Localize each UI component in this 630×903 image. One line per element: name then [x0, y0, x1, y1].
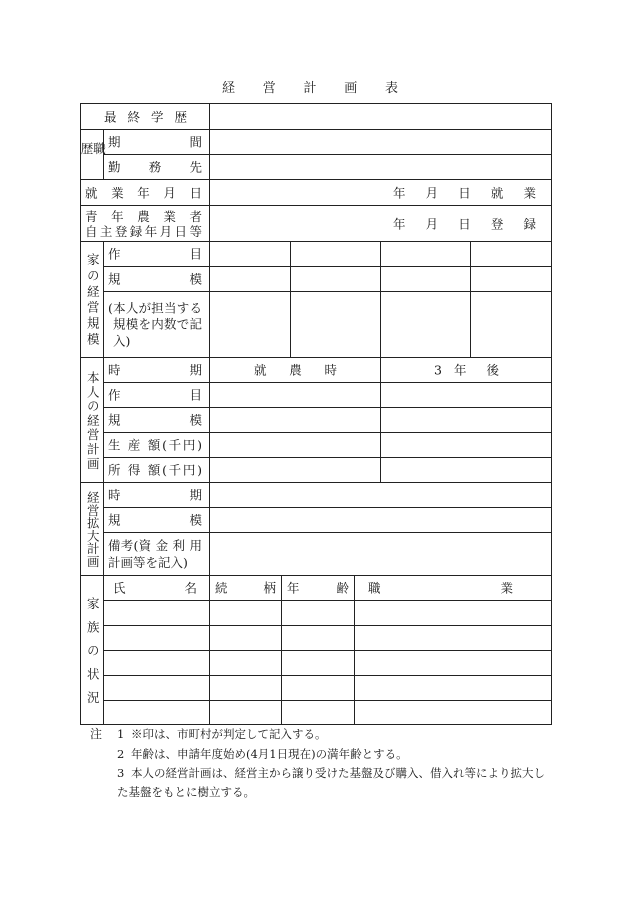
- expansion-remarks-label-line: 備考(資 金 利 用: [108, 538, 202, 553]
- farm-own-share-label-cell: [103, 291, 210, 358]
- plan-scale-label: 規 模: [108, 412, 202, 428]
- plan-column-after-label: 3 年 後: [434, 362, 499, 378]
- family-name-cell: [103, 675, 210, 701]
- plan-production-start-cell: [209, 432, 381, 458]
- family-occupation-cell: [354, 650, 552, 676]
- family-age-cell: [281, 600, 355, 626]
- plan-period-label: 時 期: [108, 362, 202, 378]
- plan-production-label-cell: [103, 432, 210, 458]
- family-age-cell: [281, 675, 355, 701]
- note-number: 3: [117, 766, 125, 780]
- career-period-label: 期 間: [108, 134, 202, 150]
- farm-crop-label-cell: [103, 241, 210, 267]
- farm-own-share-value-cell: [380, 291, 471, 358]
- plan-crop-after-cell: [380, 382, 552, 408]
- education-label-cell: [80, 103, 210, 130]
- young-farmer-value-text: 年 月 日 登 録: [393, 216, 536, 231]
- farm-scale-value-cell: [290, 266, 381, 292]
- young-farmer-label-line: 自主登録年月日等: [85, 223, 202, 239]
- expansion-plan-group-cell: [80, 482, 104, 576]
- farm-own-share-label-line: 入): [113, 332, 131, 348]
- farm-scale-label: 規 模: [108, 271, 202, 287]
- education-value-cell: [209, 103, 552, 130]
- career-workplace-label-cell: [103, 154, 210, 180]
- expansion-scale-value-cell: [209, 507, 552, 533]
- plan-crop-label-cell: [103, 382, 210, 408]
- note-text-continuation: た基盤をもとに樹立する。: [117, 785, 255, 799]
- personal-plan-group-cell: [80, 357, 104, 483]
- family-age-header: 年 齢: [287, 580, 349, 596]
- career-workplace-value-cell: [209, 154, 552, 180]
- family-age-cell: [281, 625, 355, 651]
- family-age-header-cell: [281, 575, 355, 601]
- expansion-plan-group-label: 経営拡大計画: [85, 490, 101, 568]
- family-occupation-cell: [354, 600, 552, 626]
- note-number: 1: [117, 727, 125, 741]
- family-farm-scale-group-cell: [80, 241, 104, 358]
- family-name-cell: [103, 600, 210, 626]
- note-text: 年齢は、申請年度始め(4月1日現在)の満年齢とする。: [131, 747, 408, 761]
- expansion-period-label-cell: [103, 482, 210, 508]
- plan-scale-start-cell: [209, 407, 381, 433]
- family-name-cell: [103, 625, 210, 651]
- expansion-remarks-value-cell: [209, 532, 552, 576]
- expansion-remarks-label: [108, 537, 202, 571]
- career-group-cell: [79, 129, 107, 180]
- family-name-header: 氏 名: [113, 580, 197, 596]
- plan-column-after-cell: [380, 357, 552, 383]
- farm-own-share-value-cell: [470, 291, 552, 358]
- career-group-label: 職歴: [79, 142, 107, 167]
- family-relation-cell: [209, 600, 282, 626]
- notes-prefix: 注: [90, 727, 103, 741]
- employment-date-label-cell: [80, 179, 210, 206]
- note-number: 2: [117, 747, 125, 761]
- plan-income-start-cell: [209, 457, 381, 483]
- expansion-scale-label-cell: [103, 507, 210, 533]
- farm-crop-value-cell: [290, 241, 381, 267]
- young-farmer-label-line: 青 年 農 業 者: [85, 208, 202, 224]
- personal-plan-group-label: 本人の経営計画: [85, 370, 101, 471]
- plan-crop-start-cell: [209, 382, 381, 408]
- farm-crop-value-cell: [209, 241, 291, 267]
- family-farm-scale-group-label: 家の経営規模: [85, 253, 101, 349]
- plan-income-after-cell: [380, 457, 552, 483]
- farm-crop-value-cell: [380, 241, 471, 267]
- plan-column-start-label: 就 農 時: [254, 362, 337, 378]
- expansion-period-label: 時 期: [108, 487, 202, 503]
- plan-scale-label-cell: [103, 407, 210, 433]
- plan-crop-label: 作 目: [108, 387, 202, 403]
- plan-period-label-cell: [103, 357, 210, 383]
- family-occupation-cell: [354, 625, 552, 651]
- family-relation-cell: [209, 700, 282, 725]
- career-period-value-cell: [209, 129, 552, 155]
- young-farmer-label: [85, 209, 202, 239]
- farm-own-share-value-cell: [290, 291, 381, 358]
- family-name-cell: [103, 650, 210, 676]
- farm-scale-value-cell: [470, 266, 552, 292]
- family-relation-cell: [209, 650, 282, 676]
- employment-date-value-text: 年 月 日 就 業: [393, 185, 536, 200]
- plan-scale-after-cell: [380, 407, 552, 433]
- family-occupation-header: 職 業: [368, 580, 513, 596]
- family-name-header-cell: [103, 575, 210, 601]
- family-occupation-cell: [354, 700, 552, 725]
- expansion-period-value-cell: [209, 482, 552, 508]
- family-age-cell: [281, 650, 355, 676]
- plan-column-start-cell: [209, 357, 381, 383]
- note-text: ※印は、市町村が判定して記入する。: [131, 727, 327, 741]
- family-status-group-cell: [80, 575, 104, 725]
- young-farmer-label-cell: [80, 205, 210, 242]
- family-relation-header: 続 柄: [215, 580, 276, 596]
- farm-own-share-label-line: 規模を内数で記: [113, 316, 202, 332]
- plan-production-after-cell: [380, 432, 552, 458]
- expansion-remarks-label-cell: [103, 532, 210, 576]
- family-occupation-header-cell: [354, 575, 552, 601]
- plan-income-label: 所 得 額(千円): [108, 462, 202, 478]
- farm-scale-label-cell: [103, 266, 210, 292]
- young-farmer-value-cell: [209, 205, 552, 242]
- farm-own-share-label-line: (本人が担当する: [108, 299, 202, 315]
- family-relation-cell: [209, 675, 282, 701]
- employment-date-label: 就 業 年 月 日: [85, 185, 202, 200]
- family-relation-header-cell: [209, 575, 282, 601]
- farm-crop-value-cell: [470, 241, 552, 267]
- farm-own-share-label: [108, 300, 202, 350]
- family-age-cell: [281, 700, 355, 725]
- plan-production-label: 生 産 額(千円): [108, 437, 202, 453]
- expansion-scale-label: 規 模: [108, 512, 202, 528]
- plan-income-label-cell: [103, 457, 210, 483]
- employment-date-value-cell: [209, 179, 552, 206]
- farm-scale-value-cell: [209, 266, 291, 292]
- farm-crop-label: 作 目: [108, 246, 202, 262]
- family-relation-cell: [209, 625, 282, 651]
- career-workplace-label: 勤 務 先: [108, 159, 202, 175]
- note-text: 本人の経営計画は、経営主から譲り受けた基盤及び購入、借入れ等により拡大し: [131, 766, 545, 780]
- family-occupation-cell: [354, 675, 552, 701]
- farm-scale-value-cell: [380, 266, 471, 292]
- family-name-cell: [103, 700, 210, 725]
- expansion-remarks-label-line: 計画等を記入): [108, 555, 188, 570]
- form-title: 経 営 計 画 表: [222, 81, 398, 96]
- education-label: 最 終 学 歴: [104, 109, 187, 124]
- career-period-label-cell: [103, 129, 210, 155]
- family-status-group-label: 家族の状況: [85, 596, 101, 715]
- farm-own-share-value-cell: [209, 291, 291, 358]
